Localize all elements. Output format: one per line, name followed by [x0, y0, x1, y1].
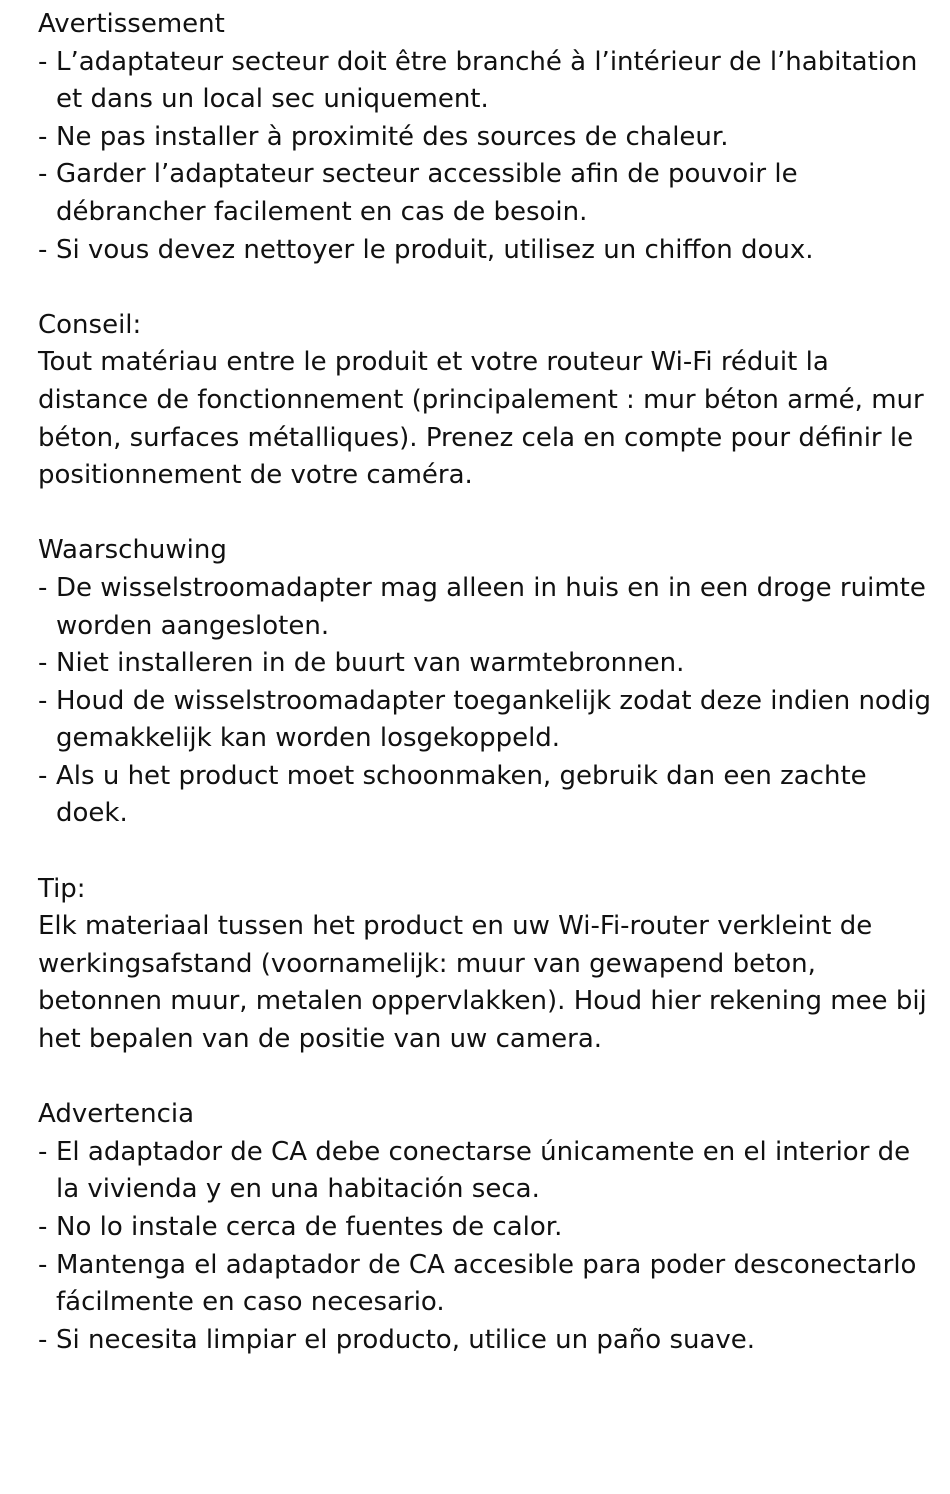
tip-paragraph: Tout matériau entre le produit et votre routeur Wi-Fi réduit la distance de fonctionnement (principalement : mur béton armé, mur béton, surfaces métalliques). Prenez cela en compte pour définir le positionnement de votre caméra. — [38, 347, 924, 491]
list-item: - Houd de wisselstroomadapter toegankelijk zodat deze indien nodig gemakkelijk kan worden losgekoppeld. — [38, 683, 938, 758]
list-item: - Niet installeren in de buurt van warmtebronnen. — [38, 645, 938, 683]
tip-section-fr — [38, 307, 938, 495]
section-heading: Waarschuwing — [38, 535, 227, 566]
list-item: - No lo instale cerca de fuentes de calor. — [38, 1209, 938, 1247]
warning-section-es — [38, 1096, 938, 1359]
list-item: - Als u het product moet schoonmaken, gebruik dan een zachte doek. — [38, 758, 938, 833]
tip-section-nl — [38, 871, 938, 1059]
section-heading: Tip: — [38, 873, 86, 904]
list-item: - Si vous devez nettoyer le produit, utilisez un chiffon doux. — [38, 232, 938, 270]
section-heading: Advertencia — [38, 1099, 195, 1130]
document-page — [38, 6, 938, 1359]
list-item: - Si necesita limpiar el producto, utilice un paño suave. — [38, 1322, 938, 1360]
section-heading: Avertissement — [38, 9, 225, 39]
tip-paragraph: Elk materiaal tussen het product en uw Wi-Fi-router verkleint de werkingsafstand (voornamelijk: muur van gewapend beton, betonnen muur, metalen oppervlakken). Houd hier rekening mee bij het bepalen van de positie van uw camera. — [38, 911, 927, 1055]
warning-section-fr — [38, 6, 938, 269]
bullet-list — [38, 44, 938, 270]
warning-section-nl — [38, 532, 938, 833]
bullet-list — [38, 1134, 938, 1360]
list-item: - De wisselstroomadapter mag alleen in huis en in een droge ruimte worden aangesloten. — [38, 570, 938, 645]
list-item: - El adaptador de CA debe conectarse únicamente en el interior de la vivienda y en una habitación seca. — [38, 1134, 938, 1209]
list-item: - Garder l’adaptateur secteur accessible afin de pouvoir le débrancher facilement en cas de besoin. — [38, 156, 938, 231]
list-item: - Mantenga el adaptador de CA accesible para poder desconectarlo fácilmente en caso necesario. — [38, 1247, 938, 1322]
list-item: - Ne pas installer à proximité des sources de chaleur. — [38, 119, 938, 157]
bullet-list — [38, 570, 938, 833]
section-heading: Conseil: — [38, 309, 142, 340]
list-item: - L’adaptateur secteur doit être branché à l’intérieur de l’habitation et dans un local sec uniquement. — [38, 44, 938, 119]
